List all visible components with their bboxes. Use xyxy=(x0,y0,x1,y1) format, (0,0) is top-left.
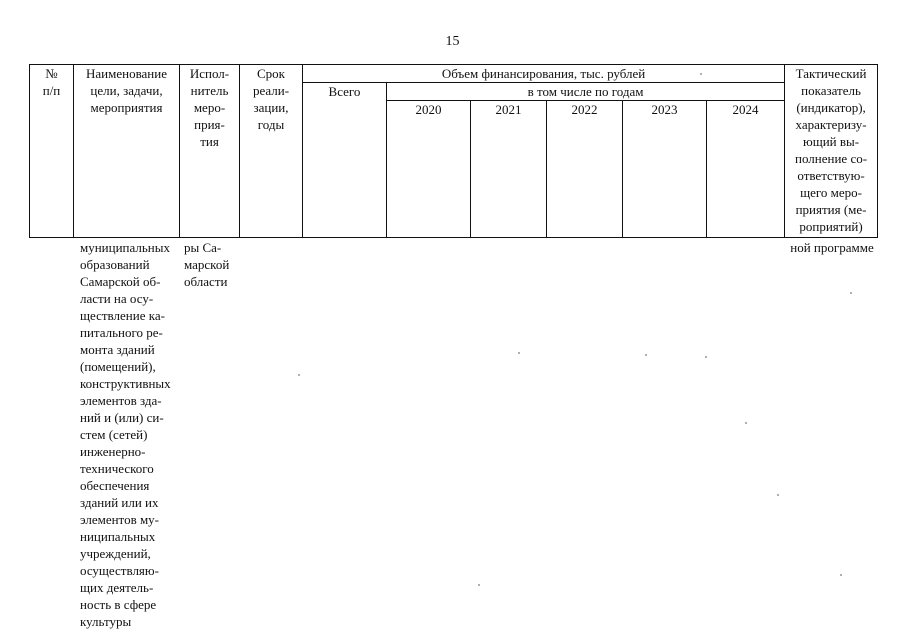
continuation-executor-text: ры Са- марской области xyxy=(184,240,230,289)
continuation-name-text: муниципальных образований Самарской об- ласти на осу- ществление ка- питального ре- монта зданий (помещений), конструктивных элементов зда- ний и (или) си- стем (сетей) инженерно- технического обеспечения зданий или их элементов му- ниципальных учреждений, осуществляю- щих деятель- ность в сфере культуры xyxy=(80,240,171,629)
column-header-executor: Испол- нитель меро- прия- тия xyxy=(180,65,240,238)
scan-speck xyxy=(645,354,647,356)
column-header-funding: Объем финансирования, тыс. рублей xyxy=(303,65,785,83)
page-number: 15 xyxy=(445,34,460,49)
column-header-by-years: в том числе по годам xyxy=(387,83,785,101)
scan-speck xyxy=(745,422,747,424)
column-header-term: Срок реали- зации, годы xyxy=(240,65,303,238)
scan-speck xyxy=(298,374,300,376)
column-header-number: № п/п xyxy=(30,65,74,238)
scan-speck xyxy=(777,494,779,496)
column-header-indicator: Тактический показатель (индикатор), характеризу- ющий вы- полнение со- ответствую- щего меро- приятия (ме- роприятий) xyxy=(785,65,878,238)
scan-speck xyxy=(518,352,520,354)
scan-speck xyxy=(840,574,842,576)
scan-speck xyxy=(700,73,702,75)
column-header-total: Всего xyxy=(303,83,387,238)
column-header-year-2020: 2020 xyxy=(387,101,471,238)
column-header-year-2023: 2023 xyxy=(623,101,707,238)
program-table-header xyxy=(29,64,878,238)
column-header-name: Наименование цели, задачи, мероприятия xyxy=(74,65,180,238)
scan-speck xyxy=(705,356,707,358)
continuation-indicator-text: ной программе xyxy=(790,240,874,255)
scan-speck xyxy=(478,584,480,586)
column-header-year-2024: 2024 xyxy=(707,101,785,238)
column-header-year-2022: 2022 xyxy=(547,101,623,238)
column-header-year-2021: 2021 xyxy=(471,101,547,238)
scan-speck xyxy=(850,292,852,294)
